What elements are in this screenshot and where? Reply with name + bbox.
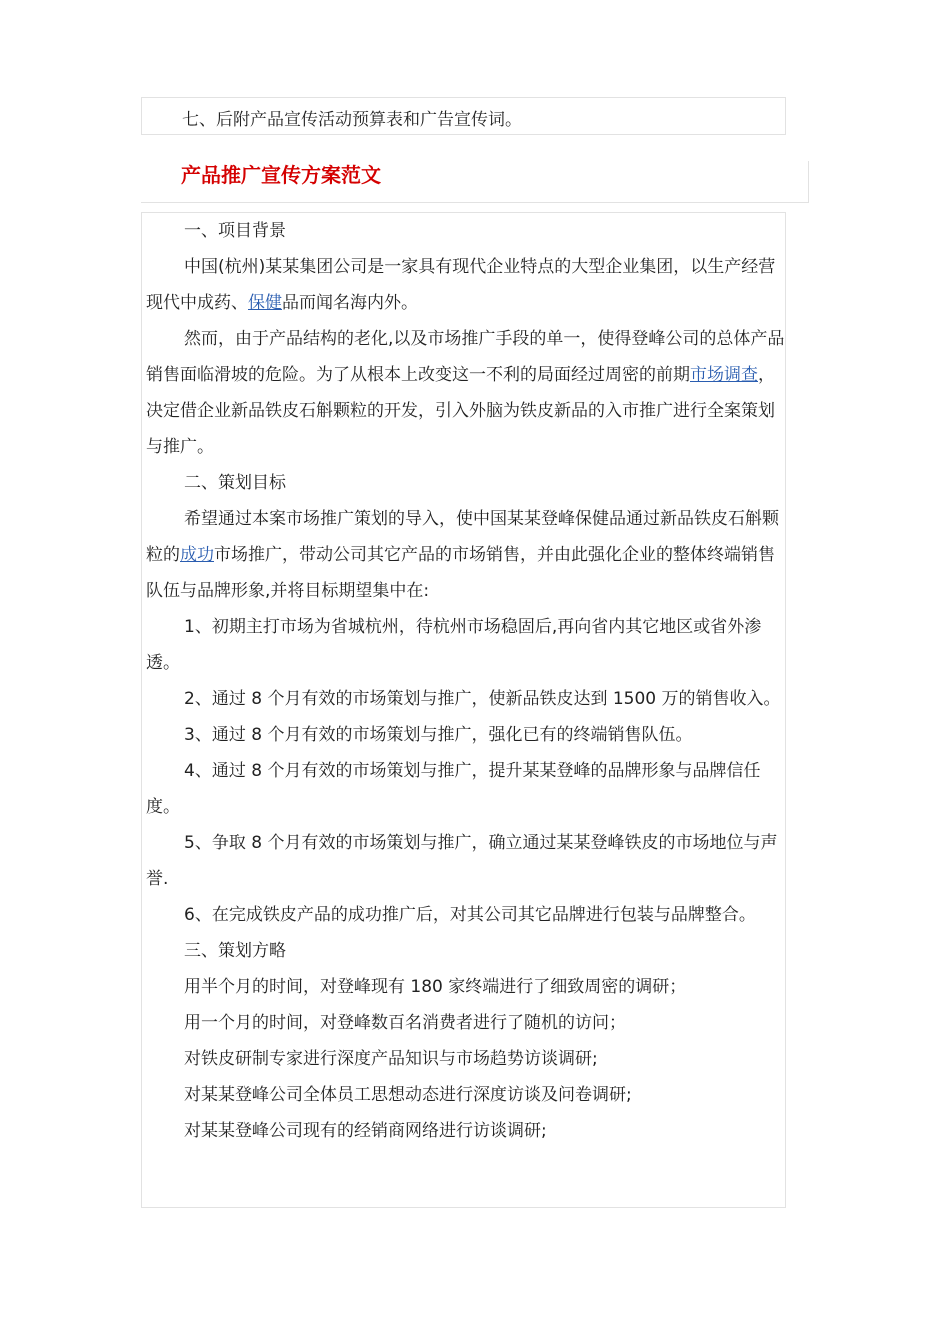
previous-section-box	[141, 97, 786, 135]
strategy-item: 用半个月的时间，对登峰现有 180 家终端进行了细致周密的调研；	[184, 977, 687, 997]
paragraph-heading-goals: 二、策划目标	[184, 473, 286, 493]
paragraph: 希望通过本案市场推广策划的导入，使中国某某登峰保健品通过新品铁皮石斛颗粒的成功市场推广，带动公司其它产品的市场销售，并由此强化企业的整体终端销售队伍与品牌形象,并将目标期望集中在:	[146, 509, 779, 601]
list-item: 4、通过 8 个月有效的市场策划与推广，提升某某登峰的品牌形象与品牌信任度。	[146, 761, 761, 817]
link-market-research[interactable]: 市场调查	[690, 365, 758, 385]
link-health-products[interactable]: 保健	[248, 293, 282, 313]
list-item: 5、争取 8 个月有效的市场策划与推广，确立通过某某登峰铁皮的市场地位与声誉.	[146, 833, 778, 889]
list-item: 3、通过 8 个月有效的市场策划与推广，强化已有的终端销售队伍。	[184, 725, 693, 745]
title-box	[141, 161, 809, 203]
list-item: 6、在完成铁皮产品的成功推广后，对其公司其它品牌进行包装与品牌整合。	[184, 905, 756, 925]
article-content	[146, 213, 788, 1149]
paragraph-heading-background: 一、项目背景	[184, 221, 286, 241]
strategy-item: 对某某登峰公司全体员工思想动态进行深度访谈及问卷调研;	[184, 1085, 632, 1105]
paragraph: 然而，由于产品结构的老化,以及市场推广手段的单一，使得登峰公司的总体产品销售面临滑坡的危险。为了从根本上改变这一不利的局面经过周密的前期市场调查，决定借企业新品铁皮石斛颗粒的开发，引入外脑为铁皮新品的入市推广进行全案策划与推广。	[146, 329, 785, 457]
previous-section-last-line: 七、后附产品宣传活动预算表和广告宣传词。	[182, 110, 522, 130]
list-item: 1、初期主打市场为省城杭州，待杭州市场稳固后,再向省内其它地区或省外渗透。	[146, 617, 762, 673]
link-success[interactable]: 成功	[180, 545, 214, 565]
strategy-item: 对某某登峰公司现有的经销商网络进行访谈调研;	[184, 1121, 547, 1141]
article-title: 产品推广宣传方案范文	[181, 163, 381, 187]
list-item: 2、通过 8 个月有效的市场策划与推广，使新品铁皮达到 1500 万的销售收入。	[184, 689, 781, 709]
strategy-item: 对铁皮研制专家进行深度产品知识与市场趋势访谈调研;	[184, 1049, 598, 1069]
strategy-item: 用一个月的时间，对登峰数百名消费者进行了随机的访问；	[184, 1013, 626, 1033]
paragraph-heading-strategy: 三、策划方略	[184, 941, 286, 961]
article-body-box	[141, 212, 786, 1208]
paragraph: 中国(杭州)某某集团公司是一家具有现代企业特点的大型企业集团，以生产经营现代中成药、保健品而闻名海内外。	[146, 257, 776, 313]
